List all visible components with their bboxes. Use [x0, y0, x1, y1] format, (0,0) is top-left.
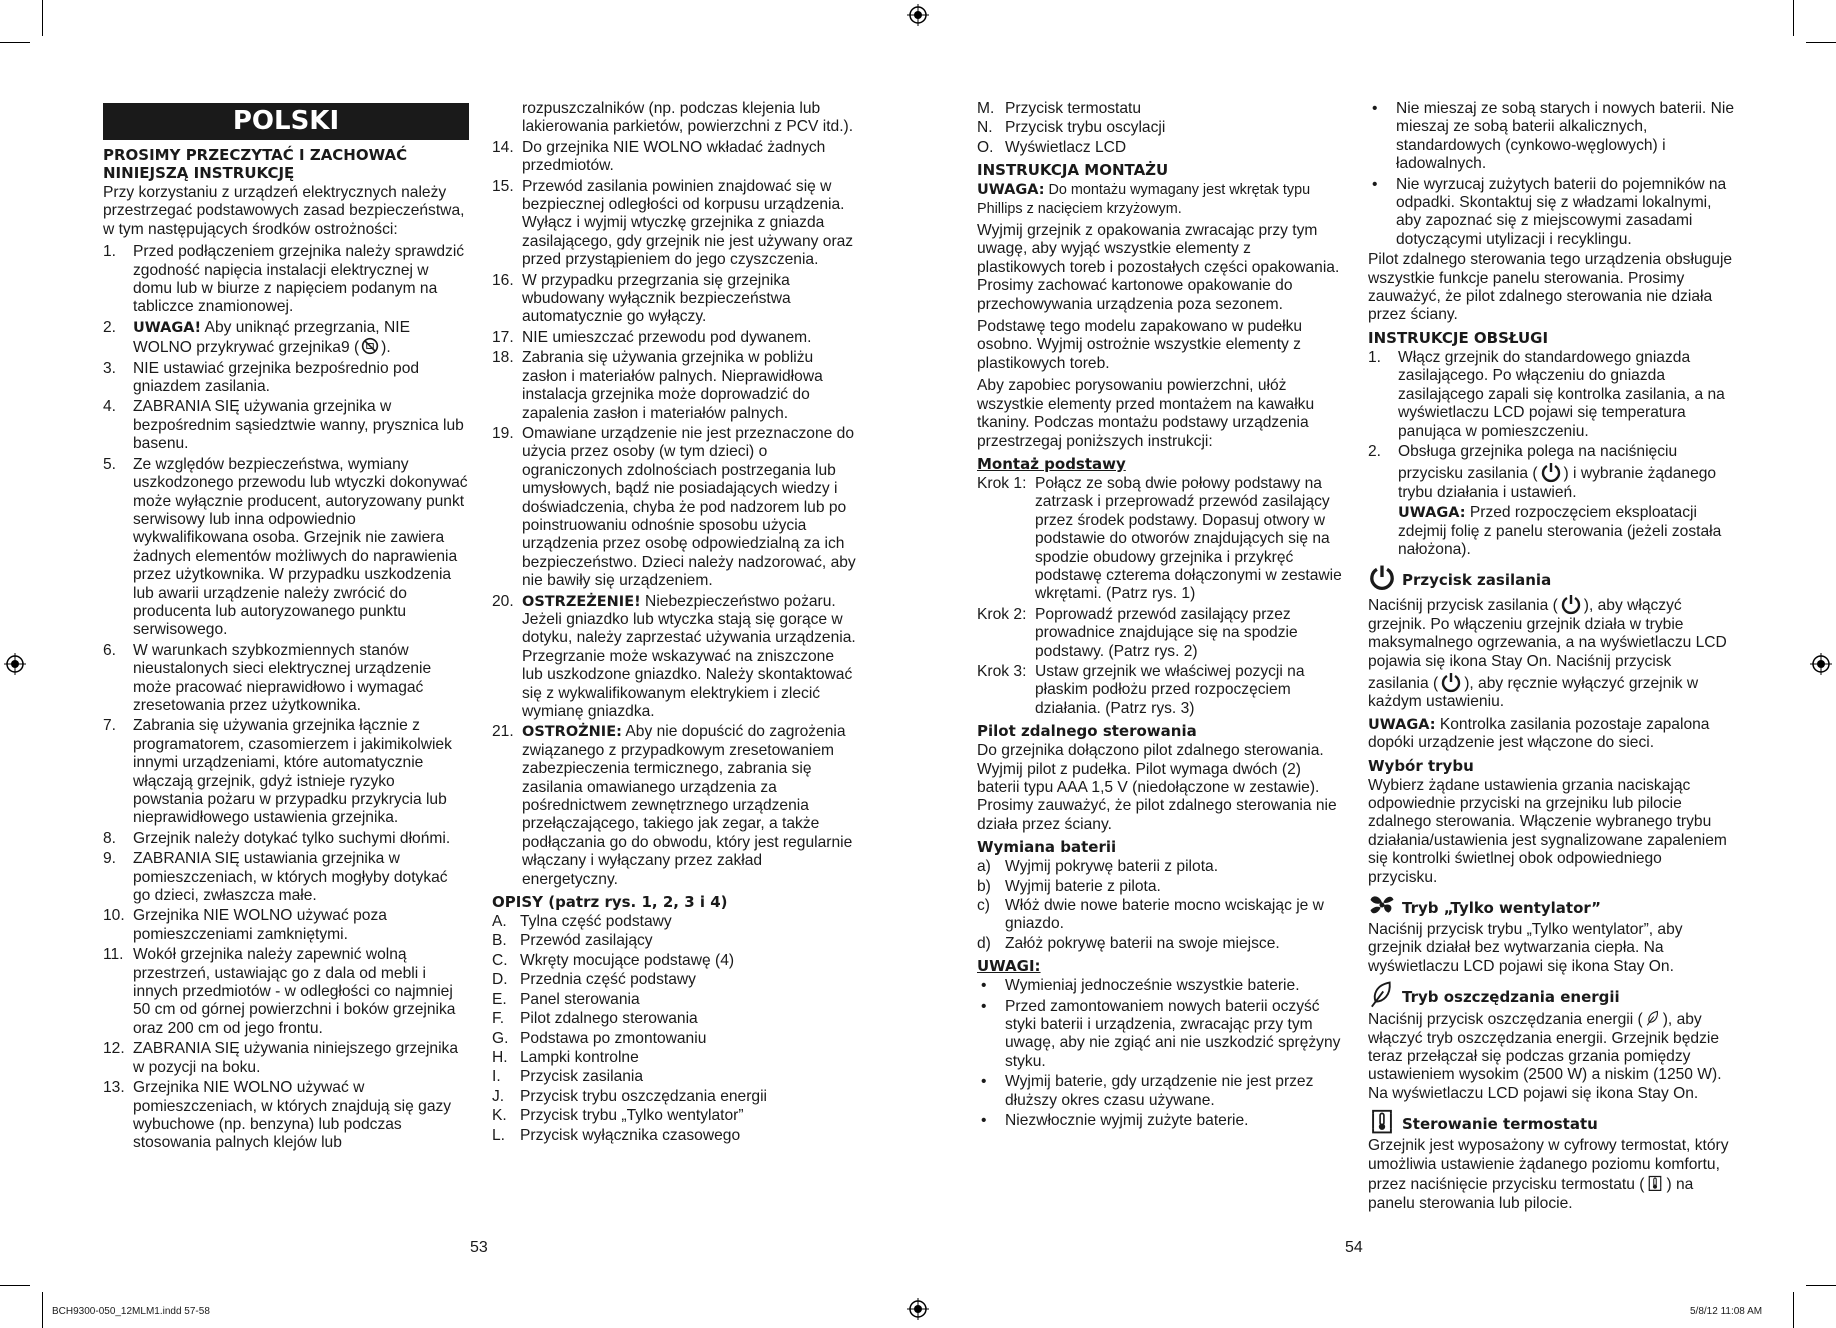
list-item: d) Załóż pokrywę baterii na swoje miejsce.	[977, 934, 1280, 952]
list-item: 2. Obsługa grzejnika polega na naciśnięciu przycisku zasilania ( ) i wybranie żądanego trybu działania i ustawień.	[1368, 442, 1717, 501]
list-item: F. Pilot zdalnego sterowania	[492, 1010, 698, 1028]
page-number-left: 53	[470, 1239, 488, 1256]
page-number-right: 54	[1345, 1239, 1363, 1256]
montaz-note: UWAGA: Do montażu wymagany jest wkrętak typu Phillips z nacięciem krzyżowym.	[977, 182, 1311, 217]
crop-mark	[42, 0, 43, 36]
list-item: N. Przycisk trybu oscylacji	[977, 119, 1166, 137]
zasilania-text: Naciśnij przycisk zasilania ( ), aby włączyć grzejnik. Po włączeniu grzejnik działa w trybie maksymalnego ogrzewania, a na wyświetlaczu LCD pojawia się ikona Stay On. Naciśnij przycisk zasilania ( ), aby ręcznie wyłączyć grzejnik w każdym ustawieniu.	[1368, 593, 1734, 711]
list-item: 6. W warunkach szybkozmiennych stanów nieustalonych sieci elektrycznej urządzenie może pracować nieprawidłowo i wymagać zresetowania przez użytkownika.	[103, 641, 432, 714]
list-item: 1. Przed podłączeniem grzejnika należy sprawdzić zgodność napięcia instalacji elektrycznej w domu lub w biurze z napięciem podanym na tabliczce znamionowej.	[103, 243, 465, 316]
list-item: Krok 1: Połącz ze sobą dwie połowy podstawy na zatrzask i przeprowadź przewód zasilający przez środek podstawy. Dopasuj otwory w podstawie do otworów znajdujących się na spodzie obudowy grzejnika i przykręć podstawę czterema dołączonymi w zestawie wkrętami. (Patrz rys. 1)	[977, 474, 1342, 603]
safety-list-continued	[492, 139, 858, 889]
safety-list	[103, 243, 469, 1153]
zasilania-heading: Przycisk zasilania	[1368, 563, 1734, 591]
list-item: B. Przewód zasilający	[492, 932, 653, 950]
uwagi-heading: UWAGI:	[977, 957, 1041, 976]
crop-mark	[1806, 42, 1836, 43]
list-item: b) Wyjmij baterie z pilota.	[977, 877, 1161, 895]
intro-text: Przy korzystaniu z urządzeń elektrycznych należy przestrzegać podstawowych zasad bezpieczeństwa, w tym następujących środków ostrożności:	[103, 184, 465, 238]
footer-filename: BCH9300-050_12MLM1.indd 57-58	[52, 1306, 210, 1317]
list-item: M. Przycisk termostatu	[977, 100, 1142, 117]
list-item: H. Lampki kontrolne	[492, 1048, 639, 1066]
wentylator-text: Naciśnij przycisk trybu „Tylko wentylator”, aby grzejnik działał bez wytwarzania ciepła. Na wyświetlaczu LCD pojawi się ikona Stay On.	[1368, 921, 1683, 975]
left-column-2	[492, 100, 858, 1146]
list-item: • Nie wyrzucaj zużytych baterii do pojemników na odpadki. Skontaktuj się z władzami lokalnymi, aby zapoznać się z miejscowymi zasadami dotyczącymi utylizacji i recyklingu.	[1372, 175, 1727, 248]
list-item: D. Przednia część podstawy	[492, 971, 696, 989]
crop-mark	[42, 1292, 43, 1328]
footer-date: 5/8/12 11:08 AM	[1690, 1306, 1763, 1317]
left-column-1	[103, 103, 469, 1155]
power-icon	[1540, 461, 1562, 483]
list-item: a) Wyjmij pokrywę baterii z pilota.	[977, 858, 1219, 876]
baterie-heading: Wymiana baterii	[977, 838, 1117, 857]
list-item: 13. Grzejnika NIE WOLNO używać w pomieszczeniach, w których znajdują się gazy wybuchowe (np. benzyna) lub podczas stosowania palnych klejów lub	[103, 1079, 452, 1152]
list-item: 16. W przypadku przegrzania się grzejnika wbudowany wyłącznik bezpieczeństwa automatycznie go wyłączy.	[492, 271, 791, 326]
crop-mark	[1793, 0, 1794, 36]
power-icon	[1440, 671, 1462, 693]
list-item: 1. Włącz grzejnik do standardowego gniazda zasilającego. Po włączeniu do gniazda zasilającego zapali się kontrolka zasilania, a na wyświetlaczu LCD pojawi się temperatura panująca w pomieszczeniu.	[1368, 348, 1725, 440]
montaz-paragraph: Wyjmij grzejnik z opakowania zwracając przy tym uwagę, aby wyjąć wszystkie elementy z plastikowych toreb i pozostałych części opakowania. Prosimy zachować kartonowe opakowanie do przechowywania urządzenia poza sezonem.	[977, 222, 1340, 313]
obslugi-note: UWAGA: Przed rozpoczęciem eksploatacji zdejmij folię z panelu sterowania (jeżeli została nałożona).	[1398, 504, 1722, 558]
crop-mark	[0, 42, 30, 43]
fan-icon	[1368, 891, 1396, 919]
registration-mark-icon	[907, 1298, 929, 1320]
list-item: 2. UWAGA! Aby uniknąć przegrzania, NIE WOLNO przykrywać grzejnika9 ( ).	[103, 318, 410, 357]
parts-list-continued	[977, 100, 1343, 157]
pilot-paragraph: Pilot zdalnego sterowania tego urządzenia obsługuje wszystkie funkcje panelu sterowania. Prosimy zauważyć, że pilot zdalnego sterowania nie działa przez ściany.	[1368, 251, 1733, 324]
list-item: • Przed zamontowaniem nowych baterii oczyść styki baterii i urządzenia, zwracając przy tym uwagę, aby nie zgiąć ani nie uszkodzić sprężyny styku.	[981, 997, 1341, 1070]
right-column-2	[1368, 100, 1734, 1217]
crop-mark	[0, 1285, 30, 1286]
pilot-heading: Pilot zdalnego sterowania	[977, 722, 1197, 741]
termostat-text: Grzejnik jest wyposażony w cyfrowy termostat, który umożliwia ustawienie żądanego poziomu komfortu, przez naciśnięcie przycisku termostatu ( ) na panelu sterowania lub pilocie.	[1368, 1137, 1729, 1212]
leaf-icon	[1368, 980, 1396, 1008]
zasilania-note: UWAGA: Kontrolka zasilania pozostaje zapalona dopóki urządzenie jest włączone do sieci.	[1368, 715, 1710, 752]
list-item: 8. Grzejnik należy dotykać tylko suchymi dłońmi.	[103, 829, 451, 847]
list-item: G. Podstawa po zmontowaniu	[492, 1029, 707, 1047]
montaz-paragraph: Aby zapobiec porysowaniu powierzchni, ułóż wszystkie elementy przed montażem na kawałku tkaniny. Podczas montażu podstawy urządzenia przestrzegaj poniższych instrukcji:	[977, 377, 1315, 450]
list-item: 5. Ze względów bezpieczeństwa, wymiany uszkodzonego przewodu lub wtyczki dokonywać może wyłącznie producent, autoryzowany punkt serwisowy lub inna odpowiednio wykwalifikowana osoba. Grzejnik nie zawiera żadnych elementów możliwych do naprawienia przez użytkownika. W przypadku uszkodzenia lub awarii urządzenie należy zwrócić do producenta lub autoryzowanego punktu serwisowego.	[103, 455, 468, 639]
montaz-heading: INSTRUKCJA MONTAŻU	[977, 161, 1169, 180]
list-item: A. Tylna część podstawy	[492, 913, 672, 931]
obslugi-heading: INSTRUKCJE OBSŁUGI	[1368, 328, 1549, 347]
tryb-heading: Wybór trybu	[1368, 756, 1474, 775]
list-item: I. Przycisk zasilania	[492, 1068, 644, 1086]
operation-list	[1368, 349, 1734, 502]
right-column-1	[977, 100, 1343, 1133]
registration-mark-icon	[907, 4, 929, 26]
list-item: 7. Zabrania się używania grzejnika łącznie z programatorem, czasomierzem i jakimikolwiek innymi urządzeniami, które automatycznie włączają grzejnik, gdyż istnieje ryzyko powstania pożaru w przypadku przykrycia lub nieprawidłowego ustawienia grzejnika.	[103, 717, 452, 827]
list-item: 12. ZABRANIA SIĘ używania niniejszego grzejnika w pozycji na boku.	[103, 1040, 459, 1076]
list-item: 9. ZABRANIA SIĘ ustawiania grzejnika w pomieszczeniach, w których mogłyby dotykać go dzieci, zwłaszcza małe.	[103, 850, 448, 905]
parts-list	[492, 913, 858, 1145]
opisy-heading: OPISY (patrz rys. 1, 2, 3 i 4)	[492, 893, 728, 912]
termostat-heading: Sterowanie termostatu	[1368, 1107, 1734, 1135]
steps-list	[977, 475, 1343, 718]
thermostat-icon	[1646, 1174, 1664, 1192]
list-item: 15. Przewód zasilania powinien znajdować się w bezpiecznej odległości od korpusu urządzenia. Wyłącz i wyjmij wtyczkę grzejnika z gniazda zasilającego, gdy grzejnik nie jest używany oraz przed przystąpieniem do jego czyszczenia.	[492, 177, 854, 269]
language-banner: POLSKI	[103, 103, 469, 140]
list-item: E. Panel sterowania	[492, 990, 640, 1008]
list-item: 19. Omawiane urządzenie nie jest przeznaczone do użycia przez osoby (w tym dzieci) o ograniczonych zdolnościach postrzegania lub umysłowych, bądź nie posiadających wiedzy i doświadczenia, chyba że pod nadzorem lub po poinstruowaniu odnośnie sposobu użycia urządzenia przez osobę odpowiedzialną za ich bezpieczeństwo. Dzieci należy nadzorować, aby nie bawiły się urządzeniem.	[492, 424, 856, 590]
list-item: • Wymieniaj jednocześnie wszystkie baterie.	[981, 977, 1300, 995]
do-not-cover-icon	[361, 337, 379, 355]
leaf-icon	[1645, 1010, 1661, 1026]
intro-heading: PROSIMY PRZECZYTAĆ I ZACHOWAĆ NINIEJSZĄ INSTRUKCJĘ	[103, 146, 408, 182]
list-item: 14. Do grzejnika NIE WOLNO wkładać żadnych przedmiotów.	[492, 138, 826, 175]
list-item: J. Przycisk trybu oszczędzania energii	[492, 1087, 768, 1105]
energia-heading: Tryb oszczędzania energii	[1368, 980, 1734, 1008]
list-item: O. Wyświetlacz LCD	[977, 138, 1127, 156]
list-item: C. Wkręty mocujące podstawę (4)	[492, 951, 735, 969]
registration-mark-icon	[1810, 653, 1832, 675]
battery-list	[977, 858, 1343, 953]
power-icon	[1560, 593, 1582, 615]
list-item: L. Przycisk wyłącznika czasowego	[492, 1126, 741, 1144]
list-item: K. Przycisk trybu „Tylko wentylator”	[492, 1107, 744, 1125]
list-item: 10. Grzejnika NIE WOLNO używać poza pomieszczeniami zamkniętymi.	[103, 907, 387, 943]
list-item: • Nie mieszaj ze sobą starych i nowych baterii. Nie mieszaj ze sobą baterii alkalicznych, standardowych (cynkowo-węglowych) i ładowalnych.	[1372, 100, 1734, 173]
crop-mark	[1793, 1292, 1794, 1328]
list-item: Krok 2: Poprowadź przewód zasilający przez prowadnice znajdujące się na spodzie podstawy. (Patrz rys. 2)	[977, 605, 1298, 660]
registration-mark-icon	[4, 653, 26, 675]
list-item: 20. OSTRZEŻENIE! Niebezpieczeństwo pożaru. Jeżeli gniazdko lub wtyczka stają się gorące w dotyku, należy zaprzestać używania urządzenia. Przegrzanie może wskazywać na zniszczone lub uszkodzone gniazdko. Należy skontaktować się z wykwalifikowanym elektrykiem i zlecić wymianę gniazdka.	[492, 592, 856, 720]
crop-mark	[1806, 1285, 1836, 1286]
uwagi-list-continued	[1368, 100, 1734, 249]
pilot-text: Do grzejnika dołączono pilot zdalnego sterowania. Wyjmij pilot z pudełka. Pilot wymaga dwóch (2) baterii typu AAA 1,5 V (niedołączone w zestawie). Prosimy zauważyć, że pilot zdalnego sterowania nie działa przez ściany.	[977, 742, 1337, 833]
energia-text: Naciśnij przycisk oszczędzania energii ( ), aby włączyć tryb oszczędzania energii. Grzejnik będzie teraz przełączał się podczas grzania pomiędzy ustawieniem wysokim (2500 W) a niskim (1250 W). Na wyświetlaczu LCD pojawi się ikona Stay On.	[1368, 1011, 1722, 1102]
list-item: 4. ZABRANIA SIĘ używania grzejnika w bezpośrednim sąsiedztwie wanny, prysznica lub basenu.	[103, 398, 464, 453]
montaz-paragraph: Podstawę tego modelu zapakowano w pudełku osobno. Wyjmij ostrożnie wszystkie elementy z plastikowych toreb.	[977, 318, 1303, 372]
power-icon	[1368, 563, 1396, 591]
continuation-text: rozpuszczalników (np. podczas klejenia lub lakierowania parkietów, powierzchni z PCV itd.).	[522, 100, 854, 136]
podstawa-heading: Montaż podstawy	[977, 454, 1126, 473]
wentylator-heading: Tryb „Tylko wentylator”	[1368, 891, 1734, 919]
list-item: 11. Wokół grzejnika należy zapewnić wolną przestrzeń, ustawiając go z dala od mebli i innych przedmiotów - w odległości co najmniej 50 cm od górnej powierzchni i boków grzejnika oraz 200 cm od jego frontu.	[103, 946, 456, 1037]
list-item: Krok 3: Ustaw grzejnik we właściwej pozycji na płaskim podłożu przed rozpoczęciem działania. (Patrz rys. 3)	[977, 662, 1305, 717]
uwagi-list	[977, 977, 1343, 1130]
list-item: • Wyjmij baterie, gdy urządzenie nie jest przez dłuższy okres czasu używane.	[981, 1073, 1314, 1109]
tryb-text: Wybierz żądane ustawienia grzania naciskając odpowiednie przyciski na grzejniku lub pilocie zdalnego sterowania. Włączenie wybranego trybu działania/ustawienia jest sygnalizowane zapaleniem się kontrolki świetlnej obok odpowiedniego przycisku.	[1368, 776, 1727, 886]
list-item: 21. OSTROŻNIE: Aby nie dopuścić do zagrożenia związanego z przypadkowym zresetowaniem zabezpieczenia termicznego, zabrania się zasilania omawianego urządzenia za pośrednictwem zewnętrznego urządzenia przełączającego, takiego jak zegar, a także podłączania go do obwodu, który jest regularnie włączany i wyłączany przez zakład energetyczny.	[492, 723, 853, 888]
thermostat-icon	[1368, 1107, 1396, 1135]
list-item: 18. Zabrania się używania grzejnika w pobliżu zasłon i materiałów palnych. Nieprawidłowa instalacja grzejnika może doprowadzić do zapalenia zasłon i materiałów palnych.	[492, 349, 823, 422]
list-item: • Niezwłocznie wyjmij zużyte baterie.	[981, 1112, 1249, 1130]
list-item: 17. NIE umieszczać przewodu pod dywanem.	[492, 328, 812, 346]
list-item: 3. NIE ustawiać grzejnika bezpośrednio pod gniazdem zasilania.	[103, 359, 420, 396]
list-item: c) Włóż dwie nowe baterie mocno wciskając je w gniazdo.	[977, 897, 1324, 933]
